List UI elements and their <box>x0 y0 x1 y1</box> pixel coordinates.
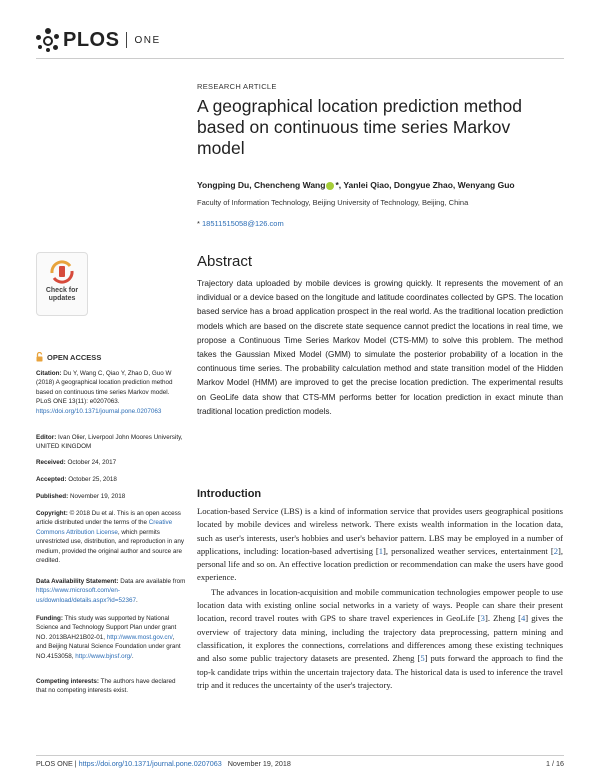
citation-label: Citation: <box>36 370 62 377</box>
open-lock-icon <box>36 352 43 362</box>
check-for-updates-icon <box>48 259 76 285</box>
accepted-block <box>36 475 186 484</box>
copyright-label: Copyright: <box>36 510 68 517</box>
footer-date: November 19, 2018 <box>227 759 291 768</box>
introduction-body <box>197 505 563 692</box>
journal-name: ONE <box>134 34 161 46</box>
funding-text-a: This study was supported by National Science and Technology Support Plan under grant NO. 2013BAH21B02-01, <box>36 615 177 641</box>
orcid-icon[interactable] <box>326 182 334 190</box>
editor-block <box>36 433 186 452</box>
logo-divider <box>126 32 127 48</box>
published-date: November 19, 2018 <box>69 493 126 500</box>
funding-link-most[interactable]: http://www.most.gov.cn/ <box>106 633 173 641</box>
intro-p2-text-a: The advances in location-acquisition and mobile communication technologies empower people to use location data with existing online social networks in a variety of ways. People can share their present location, record travel routes with GPS to share travel experiences in GeoLife [ <box>197 586 563 624</box>
ref-1-link[interactable]: 1 <box>378 545 384 556</box>
abstract-text: Trajectory data uploaded by mobile devices is growing quickly. It represents the movement of an individual or a device based on the longitude and latitude coordinates collected by GPS. The location based service has a broad application prospect in the real world. As the traditional location prediction models which are based on the discrete state sequence cannot predict the locations in real time, we propose a Continuous Time Series Markov Model (CTS-MM) to solve this problem. The method takes the Gaussian Mixed Model (GMM) to simulate the posterior probability of a location in the continuous time series. The probability calculation method and state transition model of the Hidden Markov Model (HMM) are improved to get the precise location prediction. The experimental results on GeoLife data show that CTS-MM performs better for location prediction in exact minute than traditional location prediction models. <box>197 279 563 416</box>
author-list <box>197 180 515 190</box>
plos-logo-icon <box>36 28 60 52</box>
ref-3-link[interactable]: 3 <box>480 613 485 624</box>
editor-text: Ivan Olier, Liverpool John Moores University, UNITED KINGDOM <box>36 434 183 451</box>
citation-block <box>36 369 186 416</box>
citation-doi-link[interactable]: https://doi.org/10.1371/journal.pone.0207063 <box>36 407 162 415</box>
authors-rest[interactable]: *, Yanlei Qiao, Dongyue Zhao, Wenyang Guo <box>335 180 515 190</box>
intro-p2-text-b: ]. Zheng [ <box>484 613 521 624</box>
competing-text: The authors have declared that no competing interests exist. <box>36 678 176 695</box>
affiliation: Faculty of Information Technology, Beijing University of Technology, Beijing, China <box>197 198 469 207</box>
funding-text-b: , and Beijing Natural Science Foundation under grant NO.4153058, <box>36 633 181 660</box>
copyright-text-b: , which permits unrestricted use, distribution, and reproduction in any medium, provided the original author and source are credited. <box>36 528 185 565</box>
intro-paragraph-2 <box>197 586 563 692</box>
accepted-date: October 25, 2018 <box>68 476 117 483</box>
plos-logo[interactable] <box>36 28 161 52</box>
email-link[interactable]: 18511515058@126.com <box>202 219 284 228</box>
footer-journal: PLOS ONE <box>36 759 73 768</box>
published-label: Published: <box>36 493 69 500</box>
competing-interests-block <box>36 677 186 696</box>
received-date: October 24, 2017 <box>67 459 117 466</box>
data-availability-link[interactable]: https://www.microsoft.com/en-us/download/details.aspx?id=52367 <box>36 587 136 604</box>
footer-separator: | <box>74 759 77 768</box>
intro-p1-text-a: Location-based Service (LBS) is a kind of information service that provides users geographical positions located by mobile devices and wireless network. There exists wealth information in the location data, such as user's interests, user's hobbies and user's behavior pattern. LBS may be employed in a number of applications, including: location-based advertising [ <box>197 506 563 556</box>
plos-wordmark: PLOS <box>63 28 120 51</box>
footer-doi-link[interactable]: https://doi.org/10.1371/journal.pone.0207063 <box>78 759 222 768</box>
header-rule <box>36 58 564 59</box>
funding-link-bjnsf[interactable]: http://www.bjnsf.org/ <box>75 652 132 660</box>
data-availability-label: Data Availability Statement: <box>36 578 119 585</box>
cfu-line2: updates <box>48 295 76 302</box>
intro-p2-text-c: ] gives the overview of trajectory data mining, including the trajectory data preprocessing, pattern mining and classification, it explores the connections, correlations and differences among these existing techniques and also some public trajectory datasets are presented. Zheng [ <box>197 613 563 664</box>
ref-2-link[interactable]: 2 <box>553 545 558 556</box>
footer-rule <box>36 755 564 756</box>
funding-label: Funding: <box>36 615 63 622</box>
funding-block <box>36 614 186 661</box>
article-type: RESEARCH ARTICLE <box>197 82 277 91</box>
email-star: * <box>197 219 200 228</box>
accepted-label: Accepted: <box>36 476 67 483</box>
competing-label: Competing interests: <box>36 678 99 685</box>
copyright-text-a: © 2018 Du et al. This is an open access article distributed under the terms of the <box>36 510 181 527</box>
check-for-updates-badge[interactable] <box>36 252 88 316</box>
article-title: A geographical location prediction method based on continuous time series Markov model <box>197 96 522 158</box>
received-label: Received: <box>36 459 66 466</box>
check-for-updates-text <box>46 287 78 303</box>
editor-label: Editor: <box>36 434 57 441</box>
data-availability-text: Data are available from <box>120 578 186 585</box>
received-block <box>36 458 186 467</box>
introduction-heading: Introduction <box>197 488 262 500</box>
intro-p1-text-c: ], personal life and so on. An effective location prediction or recommendation can make the users have good experience. <box>197 545 563 583</box>
funding-end: . <box>131 652 134 660</box>
abstract-heading: Abstract <box>197 253 253 270</box>
page-number: 1 / 16 <box>546 759 564 768</box>
intro-paragraph-1 <box>197 505 563 585</box>
ref-5-link[interactable]: 5 <box>420 653 425 664</box>
intro-p2-text-d: ] puts forward the approach to find the top-k candidate trips within the uncertain trajectory data. The historical data is used to inference the travel trip and it reduces the uncertainty of the user's trajectory. <box>197 653 563 690</box>
data-availability-block <box>36 577 186 605</box>
cc-license-link[interactable]: Creative Commons Attribution License <box>36 519 173 536</box>
intro-p1-text-b: ], personalized weather services, entertainment [ <box>383 545 554 556</box>
citation-text: Du Y, Wang C, Qiao Y, Zhao D, Guo W (2018) A geographical location prediction method based on continuous time series Markov model. PLoS ONE 13(11): e0207063. <box>36 370 173 406</box>
data-availability-end: . <box>135 596 138 604</box>
published-block <box>36 492 186 501</box>
copyright-block <box>36 509 186 565</box>
ref-4-link[interactable]: 4 <box>521 613 526 624</box>
footer <box>36 759 291 768</box>
authors-first[interactable]: Yongping Du, Chencheng Wang <box>197 180 326 190</box>
cfu-line1: Check for <box>45 287 79 294</box>
open-access <box>36 352 101 362</box>
open-access-label: OPEN ACCESS <box>47 352 102 362</box>
corresponding-email <box>197 219 284 228</box>
